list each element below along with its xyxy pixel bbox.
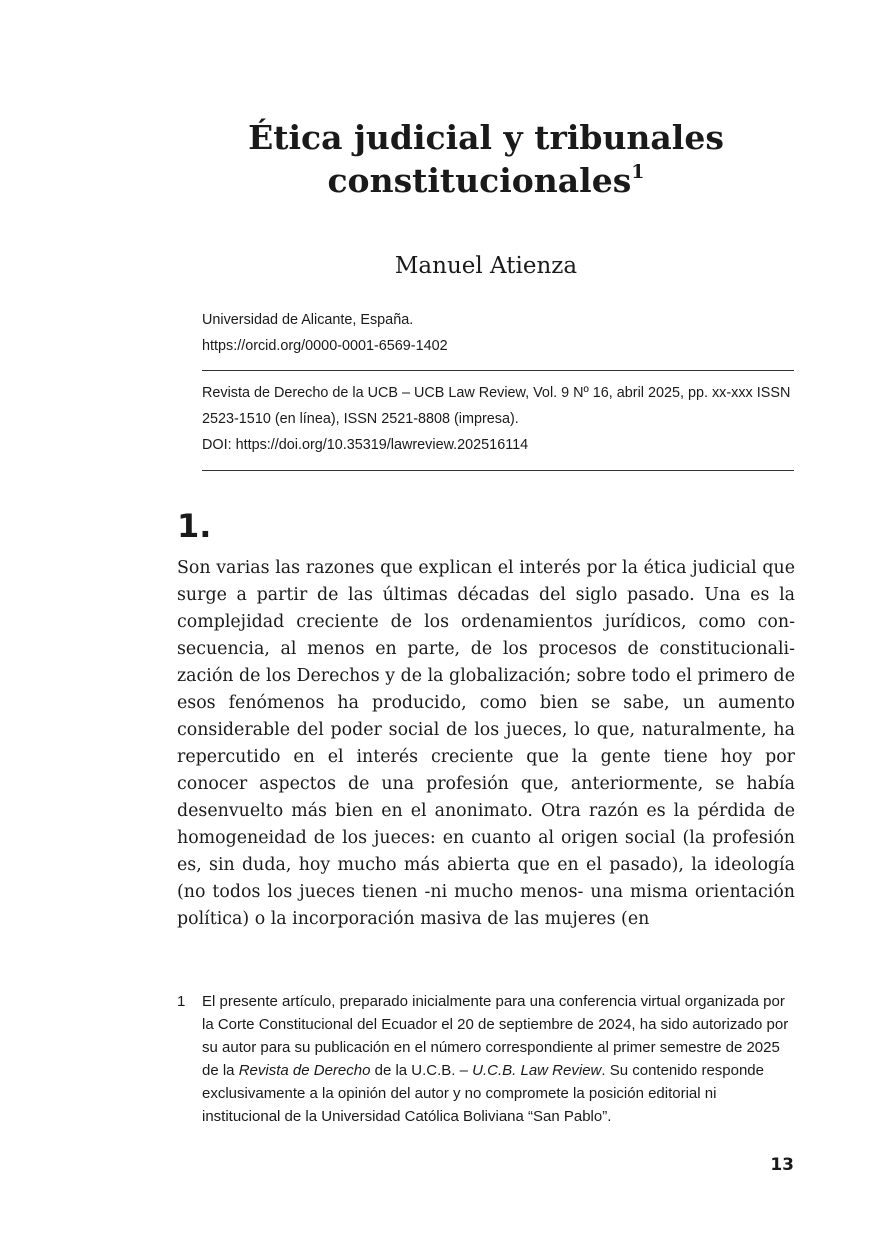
article-title-line-2: constitucionales (327, 161, 632, 200)
journal-info-block (202, 380, 794, 458)
author-affiliation-block (202, 307, 794, 359)
title-footnote-ref[interactable]: 1 (631, 161, 645, 183)
footnote-text-part-1: El presente artículo, preparado inicialmente para una conferencia virtual organizada por la Corte Constitucional del Ecuador el 20 de septiembre de 2024, ha sido autorizado por su autor para su publicación en el número correspondiente al primer semestre de 2025 de la (202, 993, 789, 1079)
footnote-italic-journal: Revista de Derecho (238, 1062, 371, 1079)
doi-link[interactable]: DOI: https://doi.org/10.35319/lawreview.202516114 (202, 437, 529, 453)
section-heading: 1. (177, 507, 212, 545)
divider-top (202, 370, 794, 371)
footnote-text-part-2: de la U.C.B. – (370, 1062, 473, 1079)
article-title-line-1: Ética judicial y tribunales (248, 118, 724, 157)
page-number: 13 (770, 1155, 794, 1175)
footnote-text (202, 990, 795, 1128)
orcid-link[interactable]: https://orcid.org/0000-0001-6569-1402 (202, 338, 448, 354)
author-name: Manuel Atienza (394, 253, 578, 279)
journal-citation: Revista de Derecho de la UCB – UCB Law Review, Vol. 9 Nº 16, abril 2025, pp. xx-xxx ISSN 2523-1510 (en línea), ISSN 2521-8808 (impresa). (202, 385, 791, 427)
body-paragraph: Son varias las razones que explican el interés por la ética judicial que surge a partir de las últimas décadas del siglo pasado. Una es la complejidad creciente de los ordenamientos jurídicos, como consecuencia, al menos en parte, de los procesos de constitucionalización de los Derechos y de la globalización; sobre todo el primero de esos fenómenos ha producido, como bien se sabe, un aumento considerable del poder social de los jueces, lo que, naturalmente, ha repercutido en el interés creciente que la gente tiene hoy por conocer aspectos de una profesión que, anteriormente, se había desenvuelto más bien en el anonimato. Otra razón es la pérdida de homogeneidad de los jueces: en cuanto al origen social (la profesión es, sin duda, hoy mucho más abierta que en el pasado), la ideología (no todos los jueces tienen -ni mucho menos- una misma orientación política) o la incorporación masiva de las mujeres (en (177, 558, 795, 929)
article-title (0, 116, 877, 202)
affiliation: Universidad de Alicante, España. (202, 312, 414, 328)
divider-bottom (202, 470, 794, 471)
footnote-text-part-3: . Su contenido responde exclusivamente a la opinión del autor y no compromete la posición editorial ni institucional de la Universidad Católica Boliviana “San Pablo”. (202, 1062, 764, 1125)
footnote-italic-review: U.C.B. Law Review (472, 1062, 602, 1079)
footnote-number: 1 (177, 993, 186, 1010)
footnote (177, 990, 795, 1128)
